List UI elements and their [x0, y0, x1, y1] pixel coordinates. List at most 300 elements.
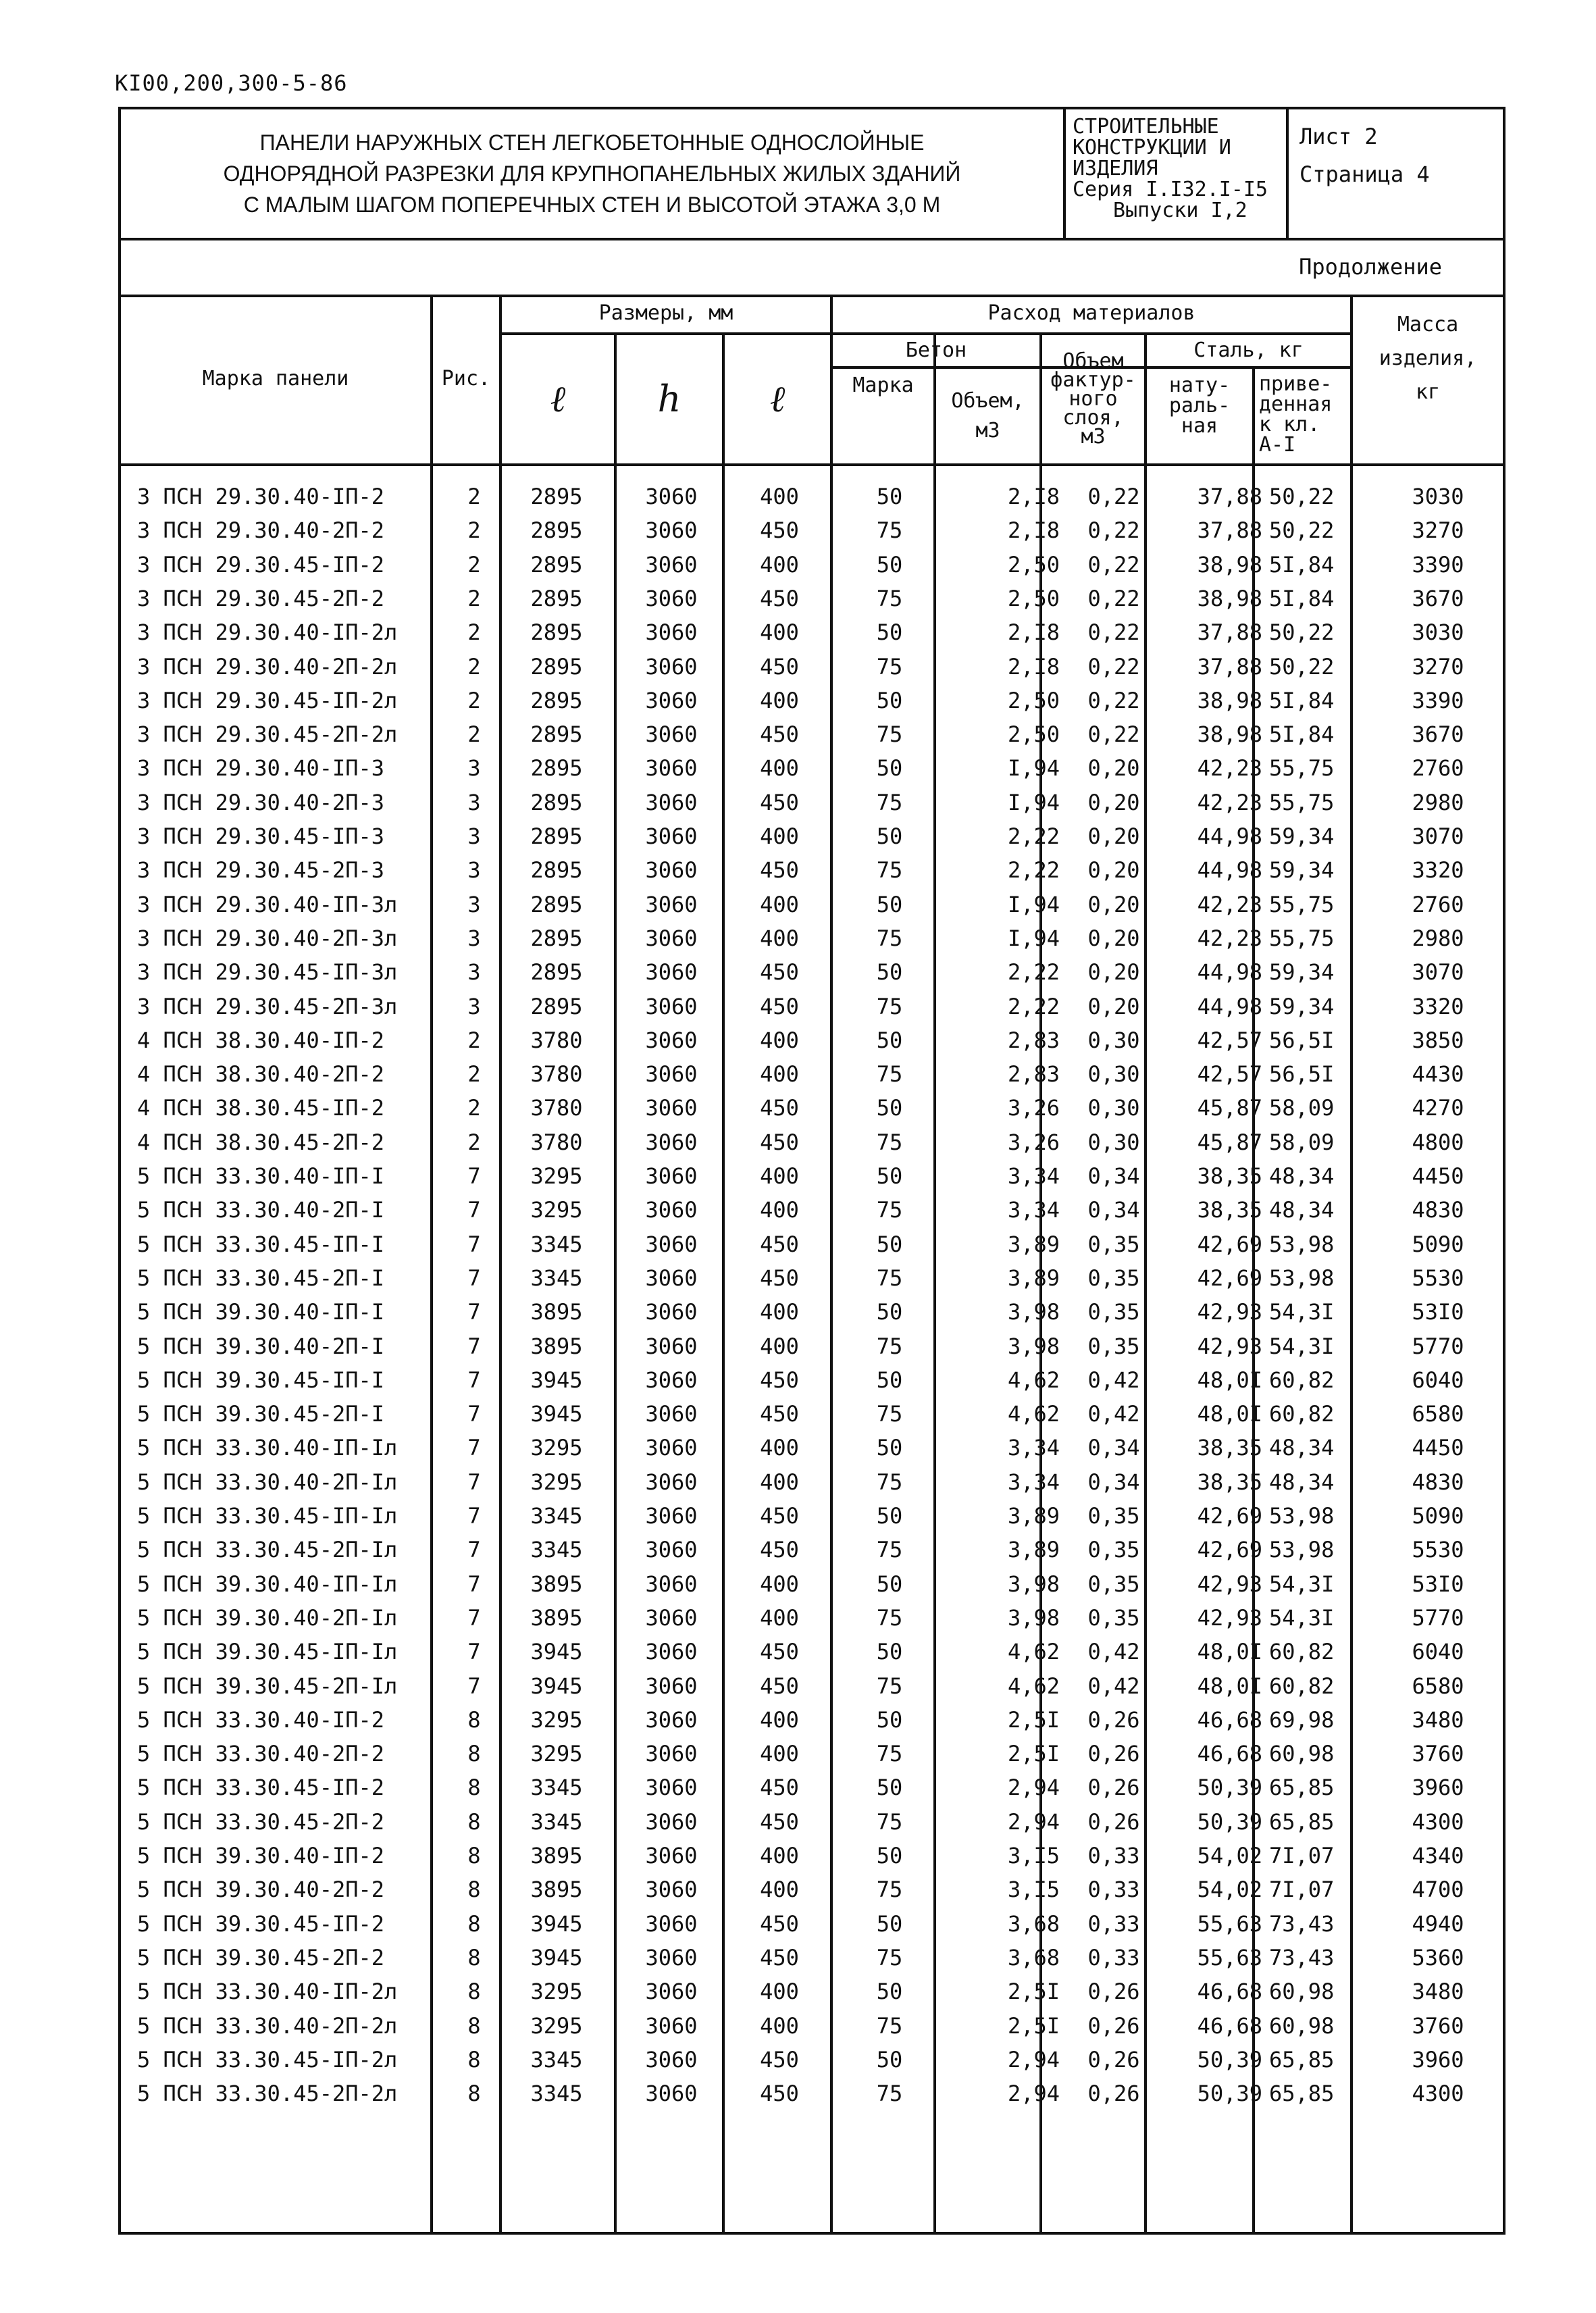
- cell-steel-reduced: 50,22: [1269, 517, 1335, 544]
- sheet-info: [1291, 109, 1503, 238]
- table-row: [121, 853, 1503, 887]
- cell-height: 3060: [645, 891, 698, 917]
- cell-mass: 4450: [1412, 1163, 1464, 1189]
- cell-figure: 7: [467, 1673, 481, 1699]
- table-row: [121, 1023, 1503, 1057]
- table-row: [121, 2077, 1503, 2110]
- cell-concrete-volume: 2,94: [1007, 1808, 1060, 1835]
- header-facing-l4: слоя,: [1062, 406, 1124, 430]
- cell-mark: 3 ПСН 29.30.45-2П-2л: [137, 721, 398, 748]
- cell-steel-natural: 50,39: [1197, 2046, 1262, 2073]
- cell-steel-natural: 42,93: [1197, 1571, 1262, 1597]
- cell-steel-reduced: 54,3I: [1269, 1333, 1335, 1359]
- table-row: [121, 1499, 1503, 1533]
- cell-facing-volume: 0,26: [1087, 1741, 1140, 1767]
- cell-steel-reduced: 60,82: [1269, 1401, 1335, 1427]
- cell-height: 3060: [645, 1843, 698, 1869]
- cell-mass: 4800: [1412, 1129, 1464, 1155]
- cell-length: 2895: [530, 721, 583, 748]
- table-row: [121, 1737, 1503, 1771]
- cell-facing-volume: 0,34: [1087, 1469, 1140, 1495]
- table-row: [121, 2009, 1503, 2043]
- cell-height: 3060: [645, 959, 698, 986]
- cell-mark: 5 ПСН 33.30.40-2П-2: [137, 1741, 385, 1767]
- table-row: [121, 1431, 1503, 1465]
- cell-facing-volume: 0,30: [1087, 1095, 1140, 1121]
- header-steel-reduced-l3: к кл.: [1259, 413, 1320, 436]
- cell-figure: 7: [467, 1197, 481, 1223]
- cell-mark: 4 ПСН 38.30.40-IП-2: [137, 1027, 385, 1053]
- cell-facing-volume: 0,35: [1087, 1537, 1140, 1563]
- cell-facing-volume: 0,33: [1087, 1843, 1140, 1869]
- cell-thickness: 450: [760, 1808, 799, 1835]
- cell-mass: 3670: [1412, 585, 1464, 611]
- cell-concrete-mark: 50: [876, 1163, 903, 1189]
- cell-mark: 5 ПСН 39.30.40-2П-Iл: [137, 1604, 398, 1631]
- cell-concrete-volume: 2,50: [1007, 721, 1060, 748]
- table-row: [121, 548, 1503, 582]
- cell-mark: 5 ПСН 33.30.40-IП-Iл: [137, 1435, 398, 1461]
- cell-mark: 3 ПСН 29.30.40-IП-2: [137, 484, 385, 509]
- cell-steel-natural: 38,35: [1197, 1435, 1262, 1461]
- cell-length: 3345: [530, 2081, 583, 2107]
- cell-height: 3060: [645, 1979, 698, 2005]
- cell-facing-volume: 0,42: [1087, 1673, 1140, 1699]
- cell-length: 3345: [530, 1775, 583, 1801]
- cell-length: 3295: [530, 1163, 583, 1189]
- cell-facing-volume: 0,26: [1087, 2046, 1140, 2073]
- cell-mass: 3320: [1412, 993, 1464, 1019]
- cell-facing-volume: 0,26: [1087, 2012, 1140, 2039]
- header-concrete-volume: [936, 369, 1039, 463]
- table-row: [121, 1091, 1503, 1125]
- cell-steel-natural: 38,35: [1197, 1197, 1262, 1223]
- cell-mass: 4270: [1412, 1095, 1464, 1121]
- cell-thickness: 400: [760, 1843, 799, 1869]
- cell-steel-natural: 48,0I: [1197, 1673, 1262, 1699]
- cell-concrete-mark: 75: [876, 1808, 903, 1835]
- cell-mark: 5 ПСН 33.30.40-2П-Iл: [137, 1469, 398, 1495]
- cell-concrete-volume: 4,62: [1007, 1673, 1060, 1699]
- cell-figure: 8: [467, 1706, 481, 1733]
- cell-height: 3060: [645, 925, 698, 951]
- table-row: [121, 1703, 1503, 1737]
- cell-mass: 4430: [1412, 1061, 1464, 1088]
- cell-facing-volume: 0,42: [1087, 1401, 1140, 1427]
- cell-facing-volume: 0,22: [1087, 619, 1140, 646]
- cell-concrete-volume: 2,I8: [1007, 484, 1060, 509]
- cell-thickness: 450: [760, 2081, 799, 2107]
- cell-steel-reduced: 60,98: [1269, 2012, 1335, 2039]
- cell-concrete-mark: 75: [876, 1333, 903, 1359]
- cell-figure: 3: [467, 823, 481, 849]
- cell-figure: 3: [467, 857, 481, 884]
- cell-steel-natural: 37,88: [1197, 484, 1262, 509]
- cell-mark: 5 ПСН 33.30.45-IП-2: [137, 1775, 385, 1801]
- cell-height: 3060: [645, 653, 698, 680]
- cell-steel-reduced: 53,98: [1269, 1503, 1335, 1529]
- cell-steel-natural: 54,02: [1197, 1877, 1262, 1903]
- cell-steel-natural: 48,0I: [1197, 1367, 1262, 1393]
- cell-mark: 5 ПСН 39.30.40-2П-I: [137, 1333, 385, 1359]
- cell-concrete-mark: 75: [876, 1877, 903, 1903]
- cell-thickness: 450: [760, 1503, 799, 1529]
- cell-length: 3295: [530, 1435, 583, 1461]
- cell-facing-volume: 0,26: [1087, 1775, 1140, 1801]
- cell-steel-reduced: 54,3I: [1269, 1604, 1335, 1631]
- table-row: [121, 1907, 1503, 1941]
- cell-facing-volume: 0,35: [1087, 1571, 1140, 1597]
- cell-concrete-volume: 3,98: [1007, 1604, 1060, 1631]
- cell-thickness: 450: [760, 1401, 799, 1427]
- sheet-number: Лист 2: [1299, 124, 1378, 149]
- cell-concrete-volume: 3,89: [1007, 1231, 1060, 1257]
- cell-thickness: 400: [760, 755, 799, 782]
- cell-height: 3060: [645, 484, 698, 509]
- cell-concrete-volume: 3,I5: [1007, 1877, 1060, 1903]
- cell-figure: 8: [467, 1979, 481, 2005]
- cell-steel-reduced: 7I,07: [1269, 1877, 1335, 1903]
- table-row: [121, 1805, 1503, 1839]
- cell-height: 3060: [645, 1673, 698, 1699]
- cell-facing-volume: 0,26: [1087, 2081, 1140, 2107]
- cell-steel-natural: 44,98: [1197, 823, 1262, 849]
- cell-mark: 5 ПСН 33.30.40-2П-I: [137, 1197, 385, 1223]
- header-steel-natural-l1: нату-: [1168, 374, 1231, 397]
- cell-steel-natural: 50,39: [1197, 1808, 1262, 1835]
- cell-thickness: 400: [760, 1333, 799, 1359]
- table-row: [121, 1601, 1503, 1635]
- cell-steel-natural: 55,63: [1197, 1944, 1262, 1971]
- cell-concrete-mark: 75: [876, 1265, 903, 1291]
- header-mass: [1353, 295, 1503, 423]
- cell-concrete-mark: 50: [876, 1706, 903, 1733]
- cell-mark: 5 ПСН 33.30.45-2П-2: [137, 1808, 385, 1835]
- cell-thickness: 400: [760, 2012, 799, 2039]
- cell-facing-volume: 0,34: [1087, 1163, 1140, 1189]
- table-row: [121, 1227, 1503, 1261]
- table-row: [121, 751, 1503, 785]
- cell-facing-volume: 0,20: [1087, 993, 1140, 1019]
- cell-length: 3345: [530, 1808, 583, 1835]
- cell-figure: 7: [467, 1639, 481, 1665]
- cell-height: 3060: [645, 1333, 698, 1359]
- cell-mark: 3 ПСН 29.30.40-2П-2л: [137, 653, 398, 680]
- cell-steel-natural: 44,98: [1197, 993, 1262, 1019]
- cell-figure: 7: [467, 1503, 481, 1529]
- cell-length: 2895: [530, 484, 583, 509]
- cell-facing-volume: 0,20: [1087, 857, 1140, 884]
- cell-facing-volume: 0,26: [1087, 1808, 1140, 1835]
- cell-concrete-volume: 3,98: [1007, 1299, 1060, 1325]
- cell-mass: 4700: [1412, 1877, 1464, 1903]
- cell-steel-reduced: 60,82: [1269, 1673, 1335, 1699]
- table-row: [121, 717, 1503, 751]
- cell-steel-natural: 38,98: [1197, 551, 1262, 578]
- cell-thickness: 450: [760, 2046, 799, 2073]
- continuation-row: [121, 238, 1503, 297]
- cell-facing-volume: 0,35: [1087, 1604, 1140, 1631]
- cell-concrete-volume: 2,I8: [1007, 653, 1060, 680]
- cell-steel-natural: 42,23: [1197, 755, 1262, 782]
- cell-mass: 3270: [1412, 517, 1464, 544]
- cell-length: 2895: [530, 619, 583, 646]
- cell-thickness: 450: [760, 1775, 799, 1801]
- cell-steel-reduced: 50,22: [1269, 619, 1335, 646]
- cell-mass: 3960: [1412, 1775, 1464, 1801]
- cell-mass: 3390: [1412, 551, 1464, 578]
- cell-steel-natural: 55,63: [1197, 1910, 1262, 1937]
- cell-length: 3895: [530, 1299, 583, 1325]
- cell-mass: 3070: [1412, 823, 1464, 849]
- cell-mark: 3 ПСН 29.30.45-IП-2: [137, 551, 385, 578]
- cell-thickness: 450: [760, 517, 799, 544]
- sheet-frame: [118, 107, 1505, 2235]
- cell-mark: 3 ПСН 29.30.45-IП-3л: [137, 959, 398, 986]
- cell-facing-volume: 0,34: [1087, 1435, 1140, 1461]
- cell-length: 3295: [530, 1741, 583, 1767]
- cell-mass: 6040: [1412, 1639, 1464, 1665]
- cell-steel-natural: 46,68: [1197, 1706, 1262, 1733]
- cell-steel-natural: 46,68: [1197, 1741, 1262, 1767]
- cell-figure: 8: [467, 2046, 481, 2073]
- cell-concrete-mark: 50: [876, 687, 903, 713]
- cell-length: 2895: [530, 993, 583, 1019]
- cell-steel-reduced: 60,98: [1269, 1741, 1335, 1767]
- cell-length: 3945: [530, 1673, 583, 1699]
- cell-steel-reduced: 65,85: [1269, 1808, 1335, 1835]
- cell-thickness: 400: [760, 1706, 799, 1733]
- cell-figure: 2: [467, 687, 481, 713]
- header-facing-l2: фактур-: [1050, 368, 1136, 392]
- table-row: [121, 1567, 1503, 1601]
- cell-height: 3060: [645, 1808, 698, 1835]
- cell-thickness: 400: [760, 1469, 799, 1495]
- cell-concrete-mark: 50: [876, 1979, 903, 2005]
- cell-mark: 3 ПСН 29.30.45-2П-3: [137, 857, 385, 884]
- cell-concrete-mark: 50: [876, 755, 903, 782]
- cell-mass: 6580: [1412, 1673, 1464, 1699]
- cell-facing-volume: 0,20: [1087, 755, 1140, 782]
- cell-steel-natural: 42,69: [1197, 1231, 1262, 1257]
- table-row: [121, 2043, 1503, 2077]
- cell-facing-volume: 0,35: [1087, 1333, 1140, 1359]
- cell-height: 3060: [645, 1197, 698, 1223]
- cell-height: 3060: [645, 1571, 698, 1597]
- cell-figure: 2: [467, 653, 481, 680]
- cell-mass: 3850: [1412, 1027, 1464, 1053]
- series-line-3: ИЗДЕЛИЯ: [1073, 157, 1158, 180]
- table-row: [121, 1329, 1503, 1363]
- cell-facing-volume: 0,20: [1087, 823, 1140, 849]
- table-row: [121, 819, 1503, 853]
- cell-figure: 8: [467, 2081, 481, 2107]
- cell-mark: 5 ПСН 39.30.40-IП-I: [137, 1299, 385, 1325]
- cell-steel-natural: 42,57: [1197, 1061, 1262, 1088]
- cell-mass: 3480: [1412, 1979, 1464, 2005]
- cell-mark: 5 ПСН 33.30.45-IП-I: [137, 1231, 385, 1257]
- cell-figure: 7: [467, 1231, 481, 1257]
- table-row: [121, 513, 1503, 547]
- cell-concrete-volume: 2,50: [1007, 585, 1060, 611]
- cell-mark: 3 ПСН 29.30.45-2П-3л: [137, 993, 398, 1019]
- cell-height: 3060: [645, 1537, 698, 1563]
- cell-mark: 4 ПСН 38.30.40-2П-2: [137, 1061, 385, 1088]
- cell-facing-volume: 0,34: [1087, 1197, 1140, 1223]
- cell-height: 3060: [645, 1027, 698, 1053]
- cell-mark: 3 ПСН 29.30.40-2П-3: [137, 789, 385, 815]
- table-row: [121, 1941, 1503, 1975]
- cell-concrete-volume: 2,94: [1007, 2081, 1060, 2107]
- cell-steel-reduced: 5I,84: [1269, 585, 1335, 611]
- cell-concrete-mark: 75: [876, 1673, 903, 1699]
- cell-concrete-mark: 75: [876, 1401, 903, 1427]
- table-row: [121, 1363, 1503, 1397]
- cell-mark: 5 ПСН 39.30.45-2П-I: [137, 1401, 385, 1427]
- cell-height: 3060: [645, 1367, 698, 1393]
- cell-concrete-mark: 50: [876, 1435, 903, 1461]
- cell-mass: 3960: [1412, 2046, 1464, 2073]
- cell-height: 3060: [645, 2012, 698, 2039]
- cell-thickness: 450: [760, 653, 799, 680]
- cell-mass: 53I0: [1412, 1571, 1464, 1597]
- cell-steel-natural: 42,69: [1197, 1265, 1262, 1291]
- cell-mass: 53I0: [1412, 1299, 1464, 1325]
- cell-concrete-mark: 50: [876, 1639, 903, 1665]
- cell-figure: 2: [467, 551, 481, 578]
- cell-mass: 5090: [1412, 1503, 1464, 1529]
- cell-length: 3345: [530, 1265, 583, 1291]
- cell-thickness: 450: [760, 1129, 799, 1155]
- cell-steel-reduced: 69,98: [1269, 1706, 1335, 1733]
- table-row: [121, 1533, 1503, 1567]
- cell-height: 3060: [645, 551, 698, 578]
- cell-steel-reduced: 55,75: [1269, 925, 1335, 951]
- cell-height: 3060: [645, 2046, 698, 2073]
- cell-figure: 7: [467, 1367, 481, 1393]
- cell-mass: 5770: [1412, 1333, 1464, 1359]
- cell-length: 3345: [530, 2046, 583, 2073]
- header-sizes: Размеры, мм: [598, 301, 733, 325]
- cell-facing-volume: 0,30: [1087, 1129, 1140, 1155]
- cell-concrete-volume: 2,94: [1007, 2046, 1060, 2073]
- cell-mass: 5360: [1412, 1944, 1464, 1971]
- cell-concrete-mark: 50: [876, 1231, 903, 1257]
- cell-concrete-mark: 50: [876, 1367, 903, 1393]
- cell-mass: 2980: [1412, 789, 1464, 815]
- cell-steel-natural: 46,68: [1197, 2012, 1262, 2039]
- title-line-3: С МАЛЫМ ШАГОМ ПОПЕРЕЧНЫХ СТЕН И ВЫСОТОЙ ЭТАЖА 3,0 М: [243, 193, 941, 217]
- cell-steel-reduced: 53,98: [1269, 1537, 1335, 1563]
- cell-length: 3895: [530, 1333, 583, 1359]
- header-facing-l3: ного: [1069, 387, 1118, 411]
- header-steel-natural-l2: раль-: [1168, 394, 1231, 417]
- cell-mark: 3 ПСН 29.30.40-2П-2: [137, 517, 385, 544]
- cell-height: 3060: [645, 857, 698, 884]
- cell-thickness: 400: [760, 925, 799, 951]
- header-steel-reduced: [1255, 369, 1350, 463]
- cell-figure: 8: [467, 1944, 481, 1971]
- cell-length: 3945: [530, 1944, 583, 1971]
- cell-thickness: 450: [760, 1367, 799, 1393]
- header-mass-l1: Масса: [1397, 313, 1459, 336]
- document-code: КI00,200,300-5-86: [115, 70, 348, 96]
- cell-length: 2895: [530, 857, 583, 884]
- cell-mark: 5 ПСН 33.30.40-IП-2: [137, 1706, 385, 1733]
- cell-thickness: 400: [760, 1741, 799, 1767]
- header-mark: Марка панели: [202, 367, 349, 390]
- cell-length: 3295: [530, 1979, 583, 2005]
- cell-concrete-volume: I,94: [1007, 755, 1060, 782]
- cell-figure: 8: [467, 1843, 481, 1869]
- header-thickness: ℓ: [769, 378, 786, 420]
- cell-thickness: 450: [760, 1095, 799, 1121]
- cell-steel-reduced: 48,34: [1269, 1197, 1335, 1223]
- cell-concrete-mark: 50: [876, 484, 903, 509]
- cell-mass: 5530: [1412, 1537, 1464, 1563]
- cell-concrete-mark: 75: [876, 1469, 903, 1495]
- cell-thickness: 400: [760, 687, 799, 713]
- cell-height: 3060: [645, 1775, 698, 1801]
- cell-length: 3780: [530, 1027, 583, 1053]
- cell-facing-volume: 0,22: [1087, 687, 1140, 713]
- header-figure: Рис.: [441, 367, 491, 390]
- cell-steel-natural: 42,93: [1197, 1604, 1262, 1631]
- cell-steel-reduced: 60,82: [1269, 1367, 1335, 1393]
- table-row: [121, 650, 1503, 684]
- cell-facing-volume: 0,20: [1087, 789, 1140, 815]
- cell-concrete-volume: 2,5I: [1007, 1741, 1060, 1767]
- cell-steel-reduced: 60,82: [1269, 1639, 1335, 1665]
- cell-figure: 7: [467, 1571, 481, 1597]
- cell-facing-volume: 0,30: [1087, 1061, 1140, 1088]
- cell-facing-volume: 0,33: [1087, 1910, 1140, 1937]
- cell-steel-natural: 38,98: [1197, 585, 1262, 611]
- header-steel-reduced-l4: А-I: [1259, 433, 1296, 457]
- header-steel: Сталь, кг: [1193, 338, 1304, 362]
- cell-mass: 4340: [1412, 1843, 1464, 1869]
- cell-thickness: 400: [760, 1435, 799, 1461]
- cell-steel-natural: 38,98: [1197, 687, 1262, 713]
- header-concrete-volume-l2: м3: [975, 419, 1000, 442]
- cell-steel-reduced: 55,75: [1269, 755, 1335, 782]
- cell-height: 3060: [645, 755, 698, 782]
- series-line-1: СТРОИТЕЛЬНЫЕ: [1073, 115, 1219, 138]
- cell-concrete-mark: 75: [876, 993, 903, 1019]
- cell-figure: 8: [467, 1741, 481, 1767]
- cell-figure: 3: [467, 959, 481, 986]
- cell-figure: 7: [467, 1265, 481, 1291]
- cell-facing-volume: 0,35: [1087, 1503, 1140, 1529]
- cell-height: 3060: [645, 1877, 698, 1903]
- cell-steel-reduced: 5I,84: [1269, 721, 1335, 748]
- cell-height: 3060: [645, 1944, 698, 1971]
- cell-length: 3945: [530, 1367, 583, 1393]
- cell-height: 3060: [645, 1435, 698, 1461]
- cell-thickness: 450: [760, 1639, 799, 1665]
- cell-thickness: 400: [760, 1571, 799, 1597]
- cell-steel-reduced: 59,34: [1269, 857, 1335, 884]
- cell-concrete-volume: 3,89: [1007, 1265, 1060, 1291]
- cell-concrete-mark: 50: [876, 959, 903, 986]
- cell-mark: 3 ПСН 29.30.40-IП-3: [137, 755, 385, 782]
- cell-concrete-mark: 50: [876, 1503, 903, 1529]
- cell-steel-natural: 42,93: [1197, 1333, 1262, 1359]
- cell-steel-reduced: 73,43: [1269, 1910, 1335, 1937]
- header-concrete-volume-l1: Объем,: [951, 389, 1025, 413]
- cell-mark: 5 ПСН 39.30.45-2П-Iл: [137, 1673, 398, 1699]
- cell-mark: 5 ПСН 39.30.40-IП-Iл: [137, 1571, 398, 1597]
